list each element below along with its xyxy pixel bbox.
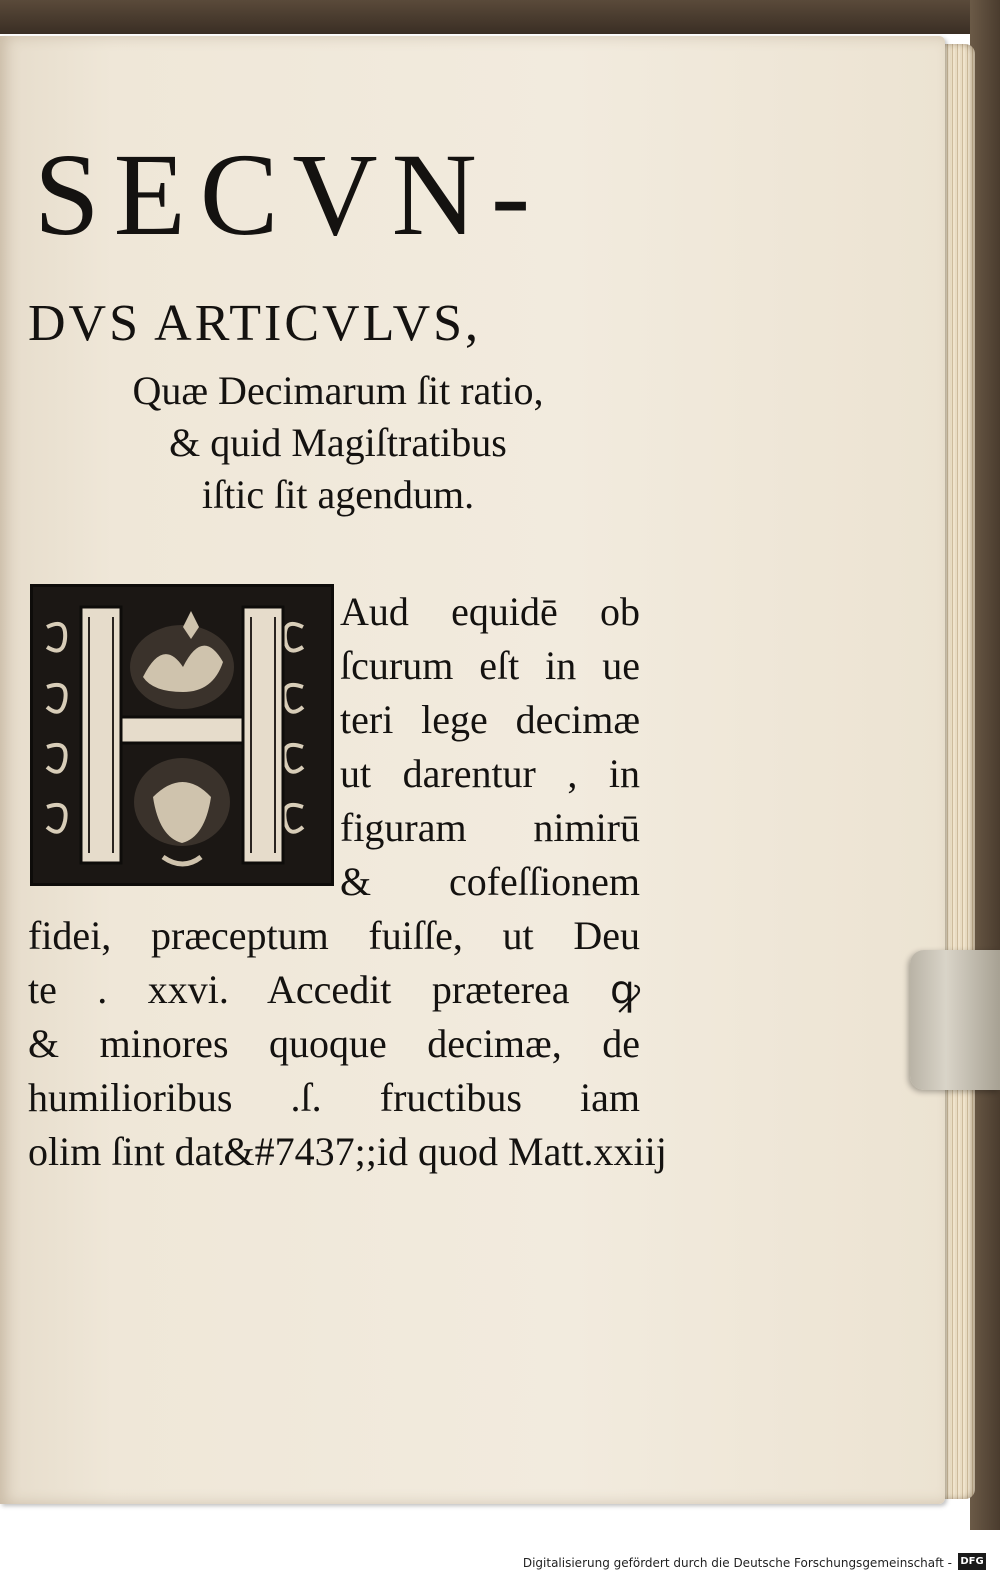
book-page — [0, 36, 945, 1504]
body-text-line: figuram nimirū — [340, 805, 640, 850]
digitization-credit: Digitalisierung gefördert durch die Deutsche Forschungsgemeinschaft - — [522, 1556, 952, 1570]
body-text-line: humilioribus .ſ. fructibus iam — [28, 1075, 640, 1120]
dfg-logo: DFG — [958, 1553, 986, 1570]
body-text-line: & minores quoque decimæ, de — [28, 1021, 640, 1066]
body-text-line: Aud equidē ob — [340, 589, 640, 634]
body-text-line: ut darentur , in — [340, 751, 640, 796]
page-clip — [910, 950, 1000, 1090]
heading-line-2: DVS ARTICVLVS, — [28, 295, 482, 352]
book-cover-top — [0, 0, 1000, 34]
subtitle-line: & quid Magiſtratibus — [169, 420, 507, 465]
body-text-line: olim ſint dat&#7437;;id quod Matt.xxiij — [28, 1129, 667, 1174]
heading-line-1: SECVN- — [34, 129, 545, 260]
decorated-initial-h — [30, 584, 334, 886]
body-text-line: ſcurum eſt in ue — [340, 643, 640, 688]
body-text-line: te . xxvi. Accedit prӕterea ꝙ — [28, 967, 640, 1012]
subtitle-line: Quæ Decimarum ſit ratio, — [132, 368, 544, 413]
body-text-line: & cofeſſionem — [340, 859, 640, 904]
subtitle-line: iſtic ſit agendum. — [201, 472, 475, 517]
body-text-line: fidei, præceptum fuiſſe, ut Deu — [28, 913, 640, 958]
woodcut-initial-illustration — [33, 587, 331, 883]
body-text-line: teri lege decimæ — [340, 697, 640, 742]
